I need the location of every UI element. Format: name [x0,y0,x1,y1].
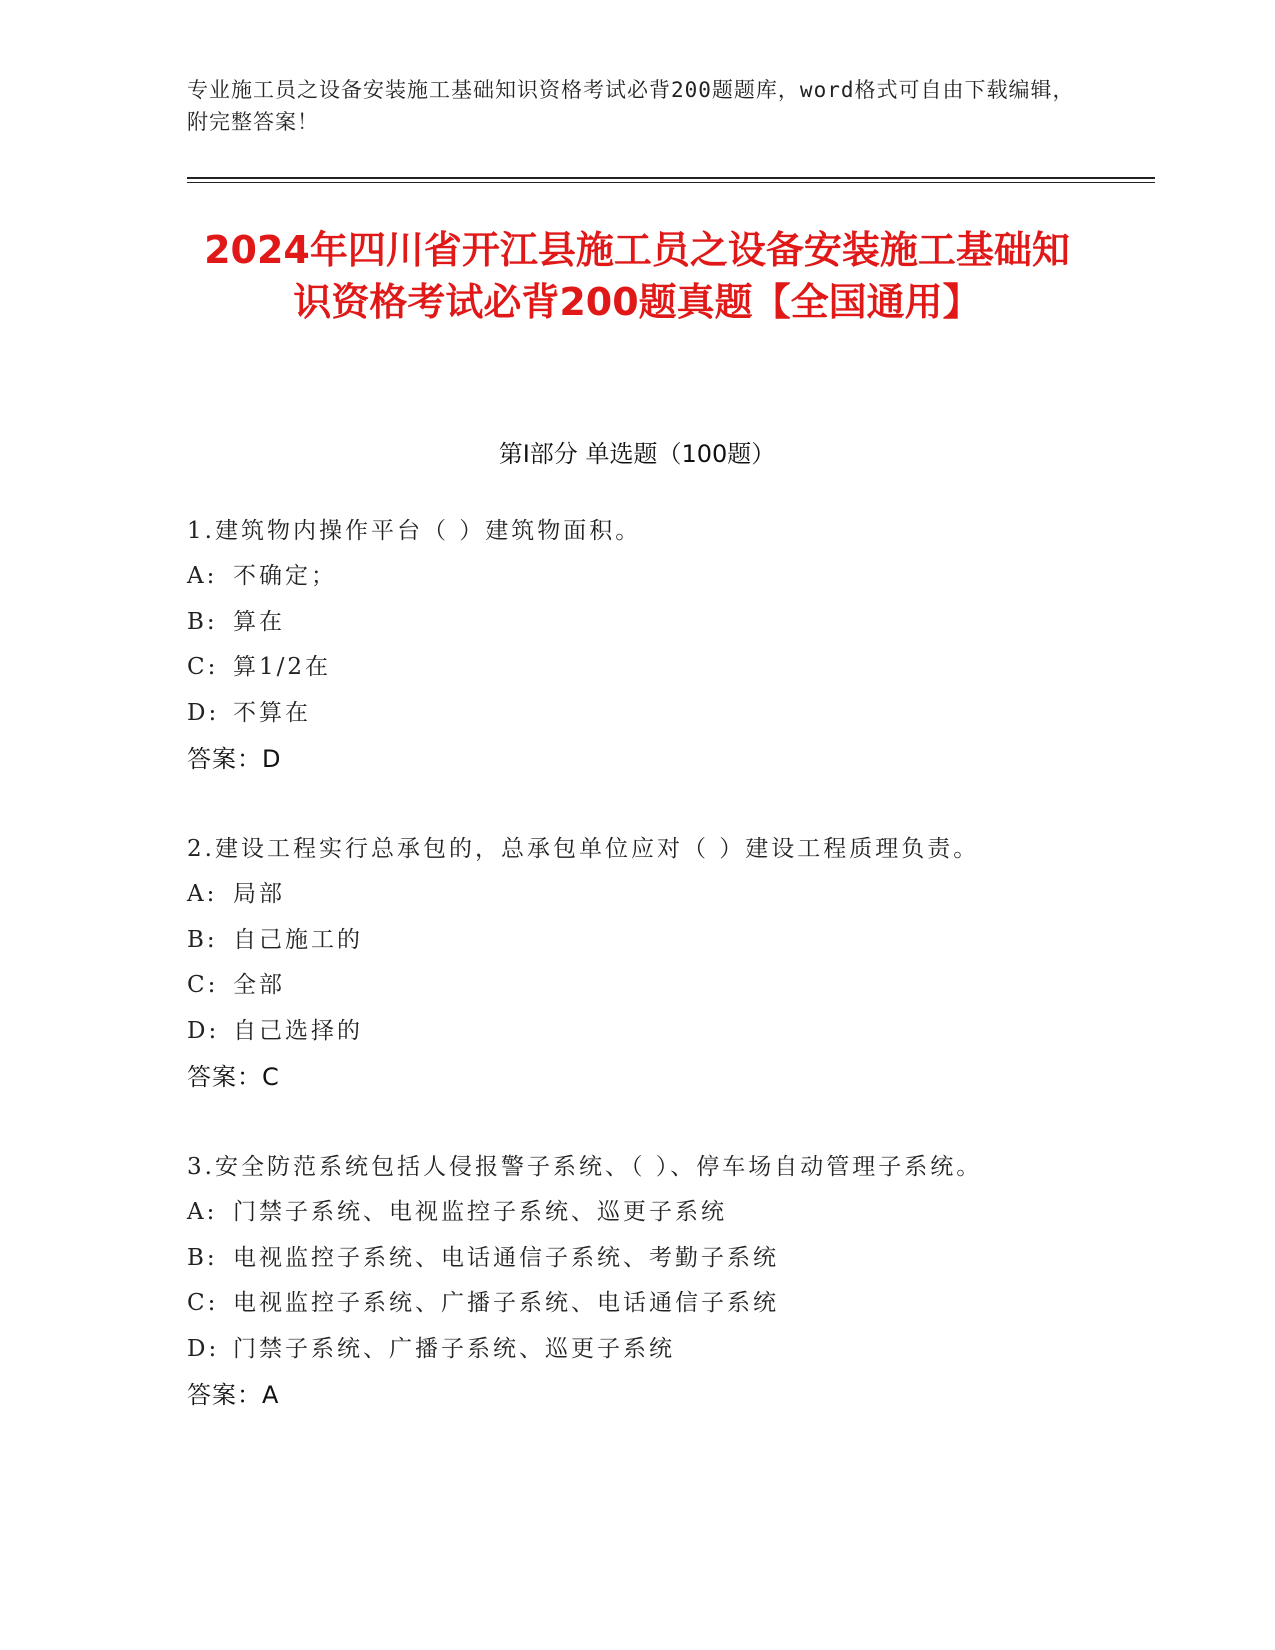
question-1 [187,508,1087,782]
option-b [187,918,1087,964]
option-label: C: [187,1290,219,1316]
question-text: 3.安全防范系统包括人侵报警子系统、（ ）、停车场自动管理子系统。 [187,1154,983,1180]
option-label: D: [187,699,220,726]
question-3 [187,1144,1087,1418]
option-b [187,1236,1087,1282]
option-label: C: [187,654,219,680]
option-text: 自己施工的 [233,926,363,953]
option-text: 算1/2在 [233,654,332,680]
option-label: B: [187,926,218,953]
question-text: 2.建设工程实行总承包的，总承包单位应对（ ）建设工程质理负责。 [187,836,980,862]
option-label: A: [187,881,218,907]
option-text: 门禁子系统、广播子系统、巡更子系统 [233,1335,675,1362]
option-text: 门禁子系统、电视监控子系统、巡更子系统 [233,1199,727,1225]
option-c [187,963,1087,1009]
option-text: 电视监控子系统、电话通信子系统、考勤子系统 [233,1244,779,1271]
option-a [187,872,1087,918]
option-d [187,691,1087,737]
option-label: A: [187,563,218,589]
option-d [187,1009,1087,1055]
document-title: 2024年四川省开江县施工员之设备安装施工基础知识资格考试必背200题真题【全国通用】 [204,228,1070,324]
option-a [187,554,1087,600]
option-text: 算在 [233,608,285,635]
option-label: C: [187,972,219,998]
option-text: 自己选择的 [233,1017,363,1044]
option-text: 全部 [233,972,285,998]
option-label: D: [187,1335,220,1362]
option-label: A: [187,1199,218,1225]
option-label: D: [187,1017,220,1044]
option-text: 不算在 [233,699,311,726]
answer-line: 答案：C [187,1063,280,1091]
header-rule-thin [187,182,1155,183]
option-c [187,1281,1087,1327]
answer-line: 答案：D [187,745,282,773]
option-b [187,600,1087,646]
option-d [187,1327,1087,1373]
option-text: 电视监控子系统、广播子系统、电话通信子系统 [233,1290,779,1316]
option-c [187,645,1087,691]
section-heading: 第I部分 单选题（100题） [498,440,776,468]
question-text: 1.建筑物内操作平台（ ）建筑物面积。 [187,518,642,544]
option-label: B: [187,1244,218,1271]
question-2 [187,826,1087,1100]
option-text: 不确定； [233,563,337,589]
answer-line: 答案：A [187,1381,280,1409]
header-rule-thick [187,177,1155,179]
option-text: 局部 [233,881,285,907]
option-a [187,1190,1087,1236]
intro-text: 专业施工员之设备安装施工基础知识资格考试必背200题题库，word格式可自由下载编辑，附完整答案！ [187,78,1075,134]
option-label: B: [187,608,218,635]
